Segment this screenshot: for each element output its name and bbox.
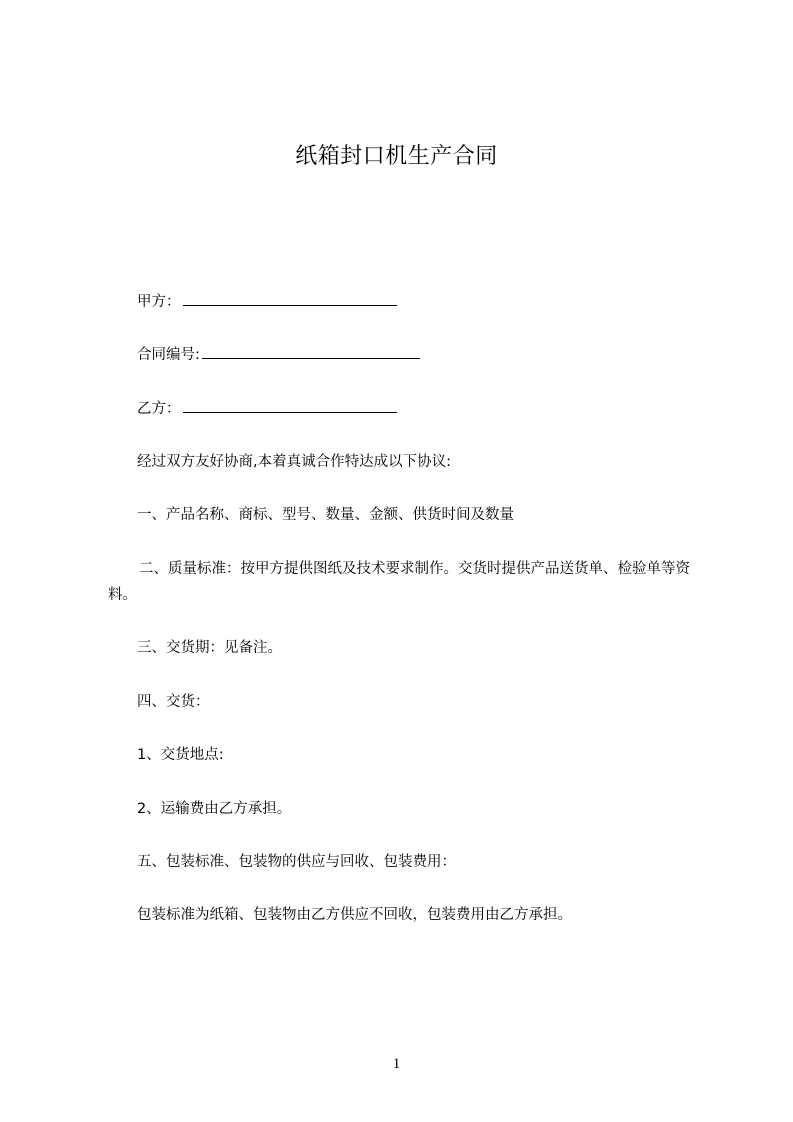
party-b-line: [137, 395, 397, 422]
party-a-label: 甲方：: [137, 294, 181, 310]
clause-2: [108, 556, 708, 608]
contract-no-line: [137, 341, 420, 368]
intro-paragraph: 经过双方友好协商,本着真诚合作特达成以下协议:: [137, 454, 451, 470]
clause-5: 五、包装标准、包装物的供应与回收、包装费用：: [137, 854, 456, 870]
party-b-blank: [183, 395, 397, 413]
item-2: 2、运输费由乙方承担。: [137, 801, 292, 817]
document-title: 纸箱封口机生产合同: [295, 144, 498, 169]
clause-2-text: 二、质量标准：按甲方提供图纸及技术要求制作。交货时提供产品送货单、检验单等资料。: [108, 561, 690, 603]
page-number: 1: [392, 1056, 401, 1072]
contract-no-blank: [202, 341, 420, 359]
contract-no-label: 合同编号:: [137, 347, 200, 363]
clause-3: 三、交货期：见备注。: [137, 640, 282, 656]
party-a-blank: [183, 288, 397, 306]
clause-1: 一、产品名称、商标、型号、数量、金额、供货时间及数量: [137, 507, 514, 523]
party-a-line: [137, 288, 397, 315]
party-b-label: 乙方：: [137, 401, 181, 417]
packaging-paragraph: 包装标准为纸箱、包装物由乙方供应不回收，包装费用由乙方承担。: [137, 907, 572, 923]
clause-4: 四、交货：: [137, 694, 210, 710]
item-1: 1、交货地点:: [137, 747, 224, 763]
